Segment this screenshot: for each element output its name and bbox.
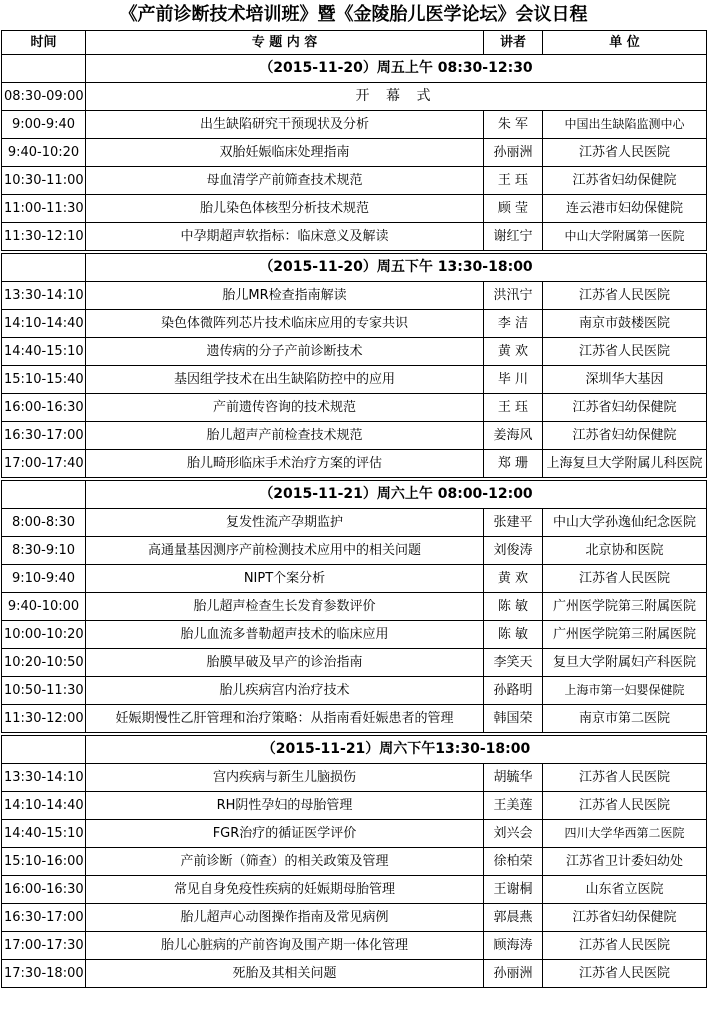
table-row [2,223,707,251]
session-label: （2015-11-20）周五下午 13:30-18:00 [86,254,707,282]
session-row [2,55,707,83]
topic-cell: 产前遗传咨询的技术规范 [86,394,484,422]
speaker-cell: 王谢桐 [484,876,543,904]
time-cell: 9:00-9:40 [2,111,86,139]
session-label: （2015-11-20）周五上午 08:30-12:30 [86,55,707,83]
speaker-cell: 胡毓华 [484,764,543,792]
speaker-cell: 郑 珊 [484,450,543,478]
speaker-cell: 谢红宁 [484,223,543,251]
unit-cell: 南京市鼓楼医院 [543,310,707,338]
topic-cell: 双胎妊娠临床处理指南 [86,139,484,167]
speaker-cell: 李 洁 [484,310,543,338]
table-row [2,904,707,932]
time-cell: 11:00-11:30 [2,195,86,223]
topic-cell: FGR治疗的循证医学评价 [86,820,484,848]
topic-cell: 胎膜早破及早产的诊治指南 [86,649,484,677]
schedule-table [1,30,707,988]
time-cell: 9:40-10:00 [2,593,86,621]
table-row [2,932,707,960]
unit-cell: 江苏省妇幼保健院 [543,394,707,422]
time-cell: 10:50-11:30 [2,677,86,705]
unit-cell: 江苏省人民医院 [543,764,707,792]
session-blank-cell [2,481,86,509]
time-cell: 15:10-15:40 [2,366,86,394]
unit-cell: 四川大学华西第二医院 [543,820,707,848]
topic-cell: 胎儿超声产前检查技术规范 [86,422,484,450]
unit-cell: 江苏省人民医院 [543,565,707,593]
time-cell: 13:30-14:10 [2,282,86,310]
unit-cell: 连云港市妇幼保健院 [543,195,707,223]
topic-cell: 胎儿MR检查指南解读 [86,282,484,310]
speaker-cell: 顾 莹 [484,195,543,223]
unit-cell: 江苏省人民医院 [543,282,707,310]
topic-cell: 胎儿血流多普勒超声技术的临床应用 [86,621,484,649]
unit-cell: 山东省立医院 [543,876,707,904]
table-row [2,621,707,649]
topic-cell: 产前诊断（筛查）的相关政策及管理 [86,848,484,876]
topic-cell: 胎儿疾病宫内治疗技术 [86,677,484,705]
speaker-cell: 孙路明 [484,677,543,705]
time-cell: 8:00-8:30 [2,509,86,537]
unit-cell: 广州医学院第三附属医院 [543,621,707,649]
speaker-cell: 韩国荣 [484,705,543,733]
header-speaker: 讲者 [484,31,543,55]
opening-row [2,83,707,111]
time-cell: 11:30-12:00 [2,705,86,733]
topic-cell: 胎儿超声检查生长发育参数评价 [86,593,484,621]
unit-cell: 上海复旦大学附属儿科医院 [543,450,707,478]
topic-cell: 胎儿超声心动图操作指南及常见病例 [86,904,484,932]
speaker-cell: 张建平 [484,509,543,537]
speaker-cell: 王 珏 [484,167,543,195]
speaker-cell: 陈 敏 [484,621,543,649]
speaker-cell: 毕 川 [484,366,543,394]
topic-cell: 中孕期超声软指标：临床意义及解读 [86,223,484,251]
table-row [2,705,707,733]
time-cell: 14:40-15:10 [2,820,86,848]
time-cell: 17:00-17:40 [2,450,86,478]
speaker-cell: 孙丽洲 [484,139,543,167]
speaker-cell: 黄 欢 [484,565,543,593]
time-cell: 9:10-9:40 [2,565,86,593]
unit-cell: 北京协和医院 [543,537,707,565]
speaker-cell: 顾海涛 [484,932,543,960]
table-row [2,310,707,338]
session-row [2,481,707,509]
table-row [2,111,707,139]
table-row [2,677,707,705]
page-title: 《产前诊断技术培训班》暨《金陵胎儿医学论坛》会议日程 [119,4,588,25]
table-row [2,649,707,677]
topic-cell: 妊娠期慢性乙肝管理和治疗策略：从指南看妊娠患者的管理 [86,705,484,733]
table-row [2,848,707,876]
topic-cell: 母血清学产前筛查技术规范 [86,167,484,195]
table-row [2,195,707,223]
topic-cell: 出生缺陷研究干预现状及分析 [86,111,484,139]
topic-cell: 常见自身免疫性疾病的妊娠期母胎管理 [86,876,484,904]
unit-cell: 江苏省人民医院 [543,338,707,366]
speaker-cell: 王 珏 [484,394,543,422]
unit-cell: 中山大学孙逸仙纪念医院 [543,509,707,537]
topic-cell: 死胎及其相关问题 [86,960,484,988]
session-label: （2015-11-21）周六下午13:30-18:00 [86,736,707,764]
session-blank-cell [2,55,86,83]
table-row [2,394,707,422]
table-row [2,167,707,195]
speaker-cell: 李笑天 [484,649,543,677]
speaker-cell: 徐柏荣 [484,848,543,876]
speaker-cell: 黄 欢 [484,338,543,366]
unit-cell: 江苏省妇幼保健院 [543,167,707,195]
topic-cell: NIPT个案分析 [86,565,484,593]
unit-cell: 复旦大学附属妇产科医院 [543,649,707,677]
session-label: （2015-11-21）周六上午 08:00-12:00 [86,481,707,509]
time-cell: 14:10-14:40 [2,792,86,820]
time-cell: 16:00-16:30 [2,394,86,422]
speaker-cell: 朱 军 [484,111,543,139]
table-row [2,282,707,310]
opening-label: 开 幕 式 [86,83,707,111]
time-cell: 10:00-10:20 [2,621,86,649]
time-cell: 16:00-16:30 [2,876,86,904]
time-cell: 17:30-18:00 [2,960,86,988]
time-cell: 14:40-15:10 [2,338,86,366]
time-cell: 16:30-17:00 [2,422,86,450]
table-row [2,876,707,904]
time-cell: 10:30-11:00 [2,167,86,195]
table-row [2,593,707,621]
table-row [2,565,707,593]
table-row [2,366,707,394]
unit-cell: 江苏省人民医院 [543,792,707,820]
topic-cell: RH阴性孕妇的母胎管理 [86,792,484,820]
topic-cell: 胎儿畸形临床手术治疗方案的评估 [86,450,484,478]
topic-cell: 染色体微阵列芯片技术临床应用的专家共识 [86,310,484,338]
topic-cell: 遗传病的分子产前诊断技术 [86,338,484,366]
table-row [2,450,707,478]
unit-cell: 深圳华大基因 [543,366,707,394]
unit-cell: 江苏省妇幼保健院 [543,422,707,450]
table-row [2,509,707,537]
speaker-cell: 刘兴会 [484,820,543,848]
unit-cell: 江苏省人民医院 [543,960,707,988]
unit-cell: 江苏省人民医院 [543,932,707,960]
header-topic: 专 题 内 容 [86,31,484,55]
unit-cell: 广州医学院第三附属医院 [543,593,707,621]
topic-cell: 高通量基因测序产前检测技术应用中的相关问题 [86,537,484,565]
speaker-cell: 洪汛宁 [484,282,543,310]
table-row [2,139,707,167]
unit-cell: 南京市第二医院 [543,705,707,733]
time-cell: 15:10-16:00 [2,848,86,876]
header-row [2,31,707,55]
speaker-cell: 孙丽洲 [484,960,543,988]
topic-cell: 基因组学技术在出生缺陷防控中的应用 [86,366,484,394]
table-row [2,960,707,988]
header-time: 时间 [2,31,86,55]
time-cell: 17:00-17:30 [2,932,86,960]
session-blank-cell [2,254,86,282]
unit-cell: 上海市第一妇婴保健院 [543,677,707,705]
speaker-cell: 陈 敏 [484,593,543,621]
session-row [2,736,707,764]
time-cell: 8:30-9:10 [2,537,86,565]
time-cell: 13:30-14:10 [2,764,86,792]
table-row [2,422,707,450]
unit-cell: 中山大学附属第一医院 [543,223,707,251]
session-row [2,254,707,282]
time-cell: 11:30-12:10 [2,223,86,251]
topic-cell: 宫内疾病与新生儿脑损伤 [86,764,484,792]
topic-cell: 胎儿心脏病的产前咨询及围产期一体化管理 [86,932,484,960]
table-row [2,764,707,792]
topic-cell: 胎儿染色体核型分析技术规范 [86,195,484,223]
topic-cell: 复发性流产孕期监护 [86,509,484,537]
unit-cell: 江苏省人民医院 [543,139,707,167]
time-cell: 10:20-10:50 [2,649,86,677]
unit-cell: 江苏省妇幼保健院 [543,904,707,932]
time-cell: 08:30-09:00 [2,83,86,111]
unit-cell: 中国出生缺陷监测中心 [543,111,707,139]
time-cell: 14:10-14:40 [2,310,86,338]
table-row [2,537,707,565]
speaker-cell: 姜海风 [484,422,543,450]
session-blank-cell [2,736,86,764]
unit-cell: 江苏省卫计委妇幼处 [543,848,707,876]
time-cell: 16:30-17:00 [2,904,86,932]
speaker-cell: 刘俊涛 [484,537,543,565]
time-cell: 9:40-10:20 [2,139,86,167]
table-row [2,820,707,848]
speaker-cell: 郭晨燕 [484,904,543,932]
header-unit: 单 位 [543,31,707,55]
table-row [2,338,707,366]
table-row [2,792,707,820]
speaker-cell: 王美莲 [484,792,543,820]
